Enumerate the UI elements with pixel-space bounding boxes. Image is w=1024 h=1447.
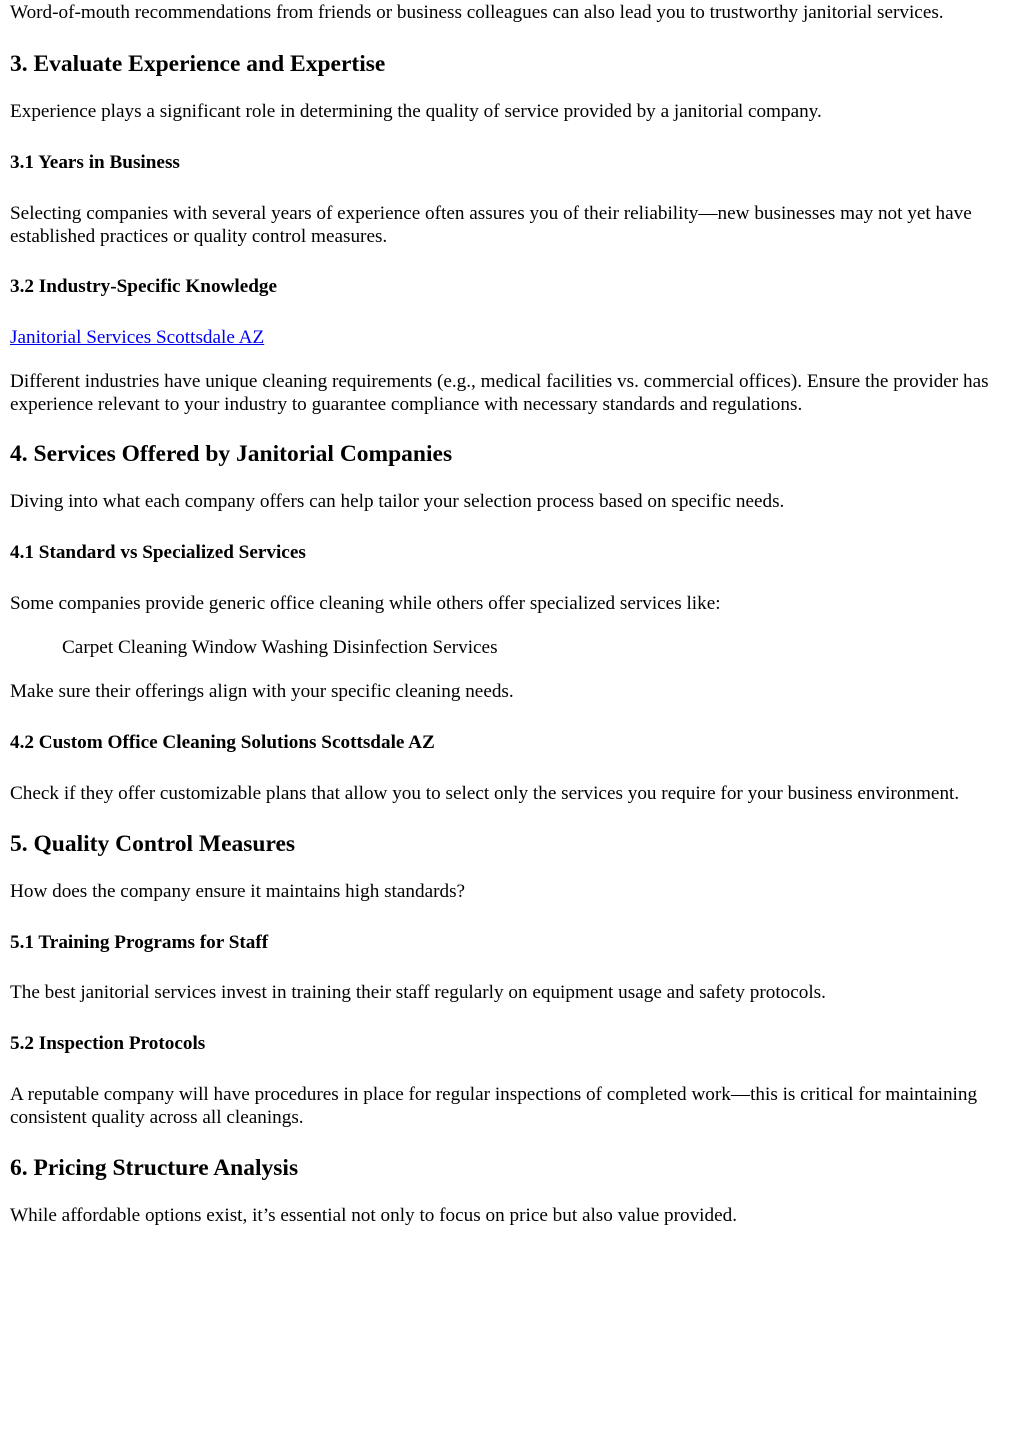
janitorial-services-link[interactable]: Janitorial Services Scottsdale AZ — [10, 327, 265, 348]
section-5-1-paragraph: The best janitorial services invest in training their staff regularly on equipment usage and safety protocols. — [10, 982, 826, 1003]
section-6-paragraph: While affordable options exist, it’s essential not only to focus on price but also value provided. — [10, 1205, 738, 1226]
section-5-2-heading: 5.2 Inspection Protocols — [10, 1033, 206, 1054]
section-6-heading: 6. Pricing Structure Analysis — [10, 1155, 299, 1181]
section-5-1-heading: 5.1 Training Programs for Staff — [10, 932, 269, 953]
section-4-paragraph: Diving into what each company offers can help tailor your selection process based on specific needs. — [10, 491, 785, 512]
section-5-paragraph: How does the company ensure it maintains high standards? — [10, 881, 466, 902]
section-4-1-after-paragraph: Make sure their offerings align with your specific cleaning needs. — [10, 681, 514, 702]
article-content — [0, 1, 1024, 1227]
services-list: Carpet Cleaning Window Washing Disinfection Services — [62, 637, 498, 658]
section-4-1-heading: 4.1 Standard vs Specialized Services — [10, 542, 306, 563]
section-5-heading: 5. Quality Control Measures — [10, 831, 296, 857]
section-3-heading: 3. Evaluate Experience and Expertise — [10, 51, 386, 77]
section-3-2-paragraph: Different industries have unique cleaning requirements (e.g., medical facilities vs. commercial offices). Ensure the provider has experience relevant to your industry to guarantee compliance with necessary standards and regulations. — [10, 371, 989, 415]
section-3-2-heading: 3.2 Industry-Specific Knowledge — [10, 276, 278, 297]
section-5-2-paragraph: A reputable company will have procedures in place for regular inspections of completed work—this is critical for maintaining consistent quality across all cleanings. — [10, 1084, 978, 1128]
section-4-1-paragraph: Some companies provide generic office cleaning while others offer specialized services like: — [10, 593, 721, 614]
section-3-1-paragraph: Selecting companies with several years of experience often assures you of their reliability—new businesses may not yet have established practices or quality control measures. — [10, 203, 972, 247]
section-4-2-paragraph: Check if they offer customizable plans that allow you to select only the services you require for your business environment. — [10, 783, 960, 804]
section-3-paragraph: Experience plays a significant role in determining the quality of service provided by a janitorial company. — [10, 101, 822, 122]
link-paragraph — [10, 326, 1014, 349]
section-3-1-heading: 3.1 Years in Business — [10, 152, 180, 173]
section-4-heading: 4. Services Offered by Janitorial Companies — [10, 441, 453, 467]
intro-paragraph: Word-of-mouth recommendations from friends or business colleagues can also lead you to trustworthy janitorial services. — [10, 2, 944, 23]
section-4-2-heading: 4.2 Custom Office Cleaning Solutions Scottsdale AZ — [10, 732, 435, 753]
